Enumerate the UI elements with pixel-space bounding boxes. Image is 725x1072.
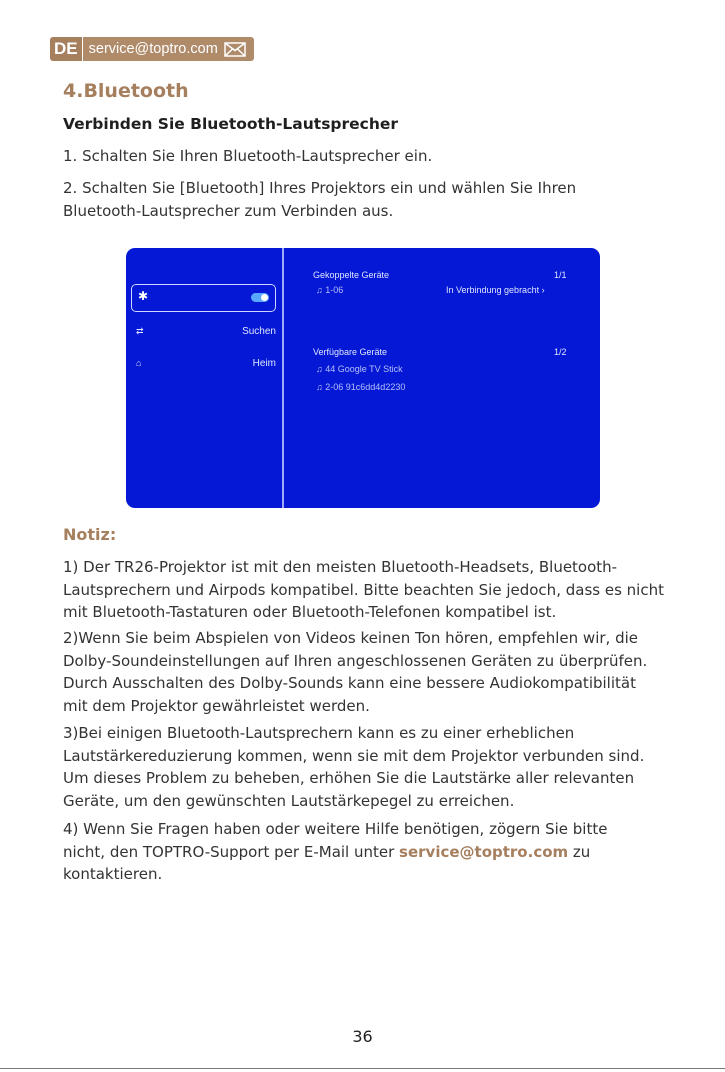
available-devices-title: Verfügbare Geräte <box>313 347 388 357</box>
header-badge <box>50 37 254 61</box>
note-3: 3)Bei einigen Bluetooth-Lautsprechern kann es zu einer erheblichen Lautstärkereduzierung kommen, wenn sie mit dem Projektor verbunden sind. Um dieses Problem zu beheben, erhöhen Sie die Lautstärke aller relevanten Geräte, um den gewünschten Lautstärkepegel zu erreichen. <box>63 724 645 810</box>
envelope-icon <box>224 42 246 57</box>
note-2: 2)Wenn Sie beim Abspielen von Videos keinen Ton hören, empfehlen wir, die Dolby-Soundeinstellungen auf Ihren angeschlossenen Geräten zu überprüfen. Durch Ausschalten des Dolby-Sounds kann eine bessere Audiokompatibilität mit dem Projektor gewährleistet werden. <box>63 629 648 715</box>
available-device: ♫ 2-06 91c6dd4d2230 <box>316 382 406 392</box>
header-email-text: service@toptro.com <box>88 41 218 57</box>
language-badge: DE <box>50 37 82 61</box>
step-1: 1. Schalten Sie Ihren Bluetooth-Lautsprecher ein. <box>63 147 433 165</box>
available-device: ♫ 44 Google TV Stick <box>316 364 403 374</box>
note-4-text-end: zu kontaktieren. <box>63 842 591 883</box>
header-email[interactable] <box>82 37 254 61</box>
bluetooth-icon: ✱ <box>138 289 149 303</box>
paired-device-status: In Verbindung gebracht › <box>446 285 545 295</box>
support-email-link[interactable]: service@toptro.com <box>399 842 569 861</box>
bottom-rule <box>0 1068 725 1069</box>
paired-device: ♫ 1-06 <box>316 285 344 295</box>
home-icon: ⌂ <box>136 358 142 368</box>
available-devices-count: 1/2 <box>554 347 567 357</box>
note-4 <box>63 818 653 886</box>
sidebar-item-label: Heim <box>252 358 276 369</box>
bluetooth-toggle-row <box>131 284 276 312</box>
sidebar-item-label: Suchen <box>242 326 276 337</box>
note-1: 1) Der TR26-Projektor ist mit den meisten Bluetooth-Headsets, Bluetooth-Lautsprechern und Airpods kompatibel. Bitte beachten Sie jedoch, dass es nicht mit Bluetooth-Tastaturen oder Bluetooth-Telefonen kompatibel ist. <box>63 558 664 621</box>
search-refresh-icon: ⇄ <box>136 326 144 336</box>
paired-device-name: 1-06 <box>325 285 344 295</box>
bluetooth-settings-screenshot <box>126 248 600 508</box>
section-title: 4.Bluetooth <box>63 80 189 102</box>
screen-divider <box>282 248 284 508</box>
available-device-name: 44 Google TV Stick <box>325 364 403 374</box>
subsection-title: Verbinden Sie Bluetooth-Lautsprecher <box>63 115 399 133</box>
step-2: 2. Schalten Sie [Bluetooth] Ihres Projektors ein und wählen Sie Ihren Bluetooth-Lautsprecher zum Verbinden aus. <box>63 179 577 220</box>
paired-devices-count: 1/1 <box>554 270 567 280</box>
note-title: Notiz: <box>63 525 117 544</box>
page-number: 36 <box>352 1027 373 1046</box>
bluetooth-toggle <box>251 293 269 302</box>
paired-devices-title: Gekoppelte Geräte <box>313 270 390 280</box>
available-device-name: 2-06 91c6dd4d2230 <box>325 382 406 392</box>
note-4-text: 4) Wenn Sie Fragen haben oder weitere Hilfe benötigen, zögern Sie bitte nicht, den TOPTRO-Support per E-Mail unter <box>63 820 608 861</box>
